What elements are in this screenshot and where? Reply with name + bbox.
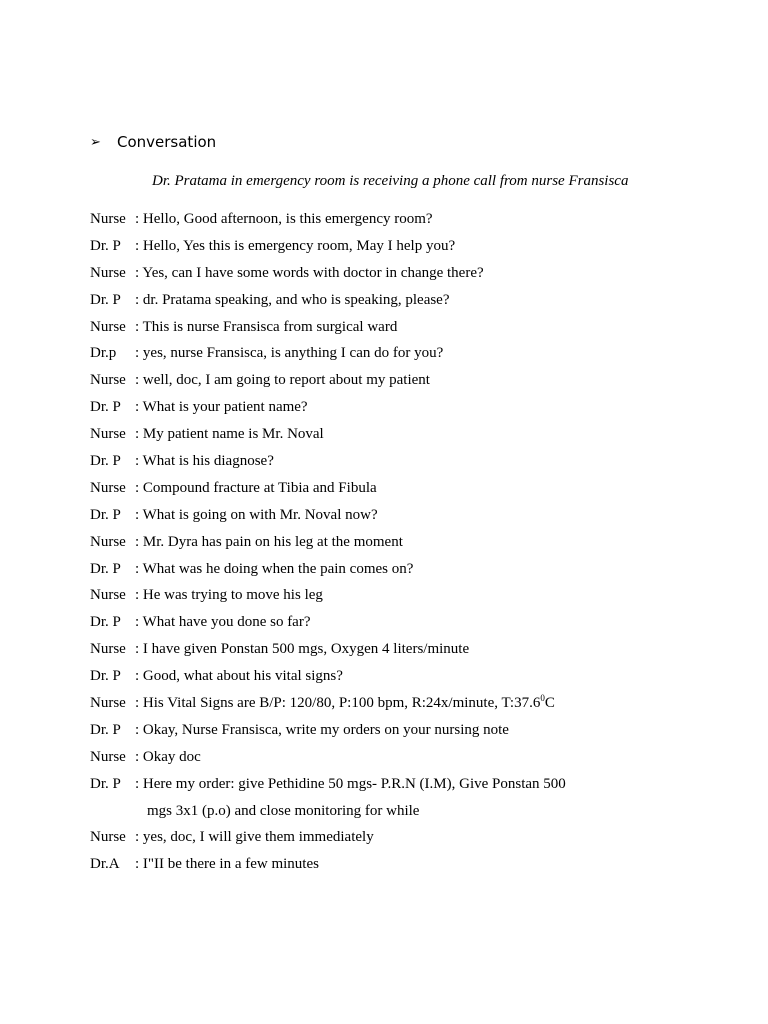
dialogue-line	[90, 611, 690, 638]
dialogue-line	[90, 853, 690, 880]
line-text-main: : This is nurse Fransisca from surgical ward	[135, 318, 398, 335]
dialogue-line	[90, 504, 690, 531]
dialogue-line	[90, 584, 690, 611]
line-text	[135, 692, 555, 719]
line-text-main: : What was he doing when the pain comes on?	[135, 560, 414, 577]
speaker-label: Dr.A	[90, 856, 120, 873]
line-text	[135, 477, 377, 504]
line-text	[135, 719, 509, 746]
dialogue-continuation	[90, 800, 690, 827]
dialogue-line	[90, 423, 690, 450]
dialogue-line	[90, 208, 690, 235]
speaker-label: Nurse	[90, 587, 126, 604]
line-text	[135, 316, 397, 343]
dialogue-line	[90, 342, 690, 369]
line-text-main: : He was trying to move his leg	[135, 587, 323, 604]
line-text-main: : What is his diagnose?	[135, 453, 274, 470]
line-text-main: : What have you done so far?	[135, 614, 311, 631]
line-text-main: : What is your patient name?	[135, 399, 308, 416]
speaker-label: Dr. P	[90, 506, 121, 523]
line-text	[135, 773, 566, 800]
speaker-label: Dr. P	[90, 291, 121, 308]
line-text-main: : Okay, Nurse Fransisca, write my orders on your nursing note	[135, 721, 509, 738]
speaker-label: Dr.p	[90, 345, 117, 362]
line-text-main: : Yes, can I have some words with doctor in change there?	[135, 264, 484, 281]
line-text-main: : Good, what about his vital signs?	[135, 668, 343, 685]
dialogue-line	[90, 450, 690, 477]
speaker-label: Dr. P	[90, 237, 121, 254]
line-text	[135, 450, 274, 477]
dialogue-line	[90, 369, 690, 396]
line-text	[135, 262, 484, 289]
dialogue-line	[90, 746, 690, 773]
line-text-main: : Okay doc	[135, 748, 201, 765]
speaker-label: Nurse	[90, 641, 126, 658]
dialogue-line	[90, 316, 690, 343]
line-text-main: : Mr. Dyra has pain on his leg at the moment	[135, 533, 403, 550]
dialogue-line	[90, 477, 690, 504]
line-text	[135, 369, 430, 396]
speaker-label: Nurse	[90, 829, 126, 846]
line-text-main: : Hello, Good afternoon, is this emergency room?	[135, 211, 433, 227]
line-text-main: : Hello, Yes this is emergency room, May I help you?	[135, 237, 456, 254]
speaker-label: Nurse	[90, 695, 126, 712]
speaker-label: Dr. P	[90, 775, 121, 792]
speaker-label: Nurse	[90, 264, 126, 281]
dialogue-list	[90, 208, 690, 880]
line-text-main: : What is going on with Mr. Noval now?	[135, 506, 378, 523]
speaker-label: Dr. P	[90, 614, 121, 631]
line-text	[135, 826, 374, 853]
dialogue-line	[90, 235, 690, 262]
speaker-label: Nurse	[90, 533, 126, 550]
line-text	[135, 531, 403, 558]
line-text	[135, 396, 308, 423]
section-title: Conversation	[117, 133, 217, 151]
speaker-label: Dr. P	[90, 453, 121, 470]
line-text-main: : Compound fracture at Tibia and Fibula	[135, 479, 377, 496]
dialogue-line	[90, 719, 690, 746]
degree-superscript: 0	[540, 693, 545, 704]
line-text	[135, 342, 443, 369]
line-text-main: : dr. Pratama speaking, and who is speaking, please?	[135, 291, 450, 308]
section-heading	[90, 133, 216, 151]
dialogue-line	[90, 289, 690, 316]
line-text-main: : yes, doc, I will give them immediately	[135, 829, 374, 846]
speaker-label: Nurse	[90, 318, 126, 335]
speaker-label: Nurse	[90, 211, 126, 227]
line-text-main: : I have given Ponstan 500 mgs, Oxygen 4 liters/minute	[135, 641, 470, 658]
speaker-label: Dr. P	[90, 668, 121, 685]
dialogue-line	[90, 531, 690, 558]
dialogue-line	[90, 826, 690, 853]
line-text-main: : His Vital Signs are B/P: 120/80, P:100 bpm, R:24x/minute, T:37.6	[135, 695, 541, 712]
line-text	[135, 638, 469, 665]
dialogue-line	[90, 262, 690, 289]
line-text	[135, 235, 455, 262]
line-text	[135, 423, 324, 450]
arrow-bullet-icon: ➢	[90, 134, 101, 150]
dialogue-line	[90, 396, 690, 423]
line-text	[135, 584, 323, 611]
speaker-label: Nurse	[90, 479, 126, 496]
speaker-label: Nurse	[90, 372, 126, 389]
speaker-label: Nurse	[90, 426, 126, 443]
line-text-main: : I"II be there in a few minutes	[135, 856, 319, 873]
speaker-label: Nurse	[90, 748, 126, 765]
line-text	[135, 504, 378, 531]
dialogue-line	[90, 692, 690, 719]
line-text-main: : Here my order: give Pethidine 50 mgs- P.R.N (I.M), Give Ponstan 500	[135, 775, 566, 792]
dialogue-line	[90, 773, 690, 800]
line-text-main: : My patient name is Mr. Noval	[135, 426, 324, 443]
line-text-main: : yes, nurse Fransisca, is anything I can do for you?	[135, 345, 444, 362]
speaker-label: Dr. P	[90, 560, 121, 577]
dialogue-line	[90, 638, 690, 665]
unit-suffix: C	[544, 695, 555, 712]
dialogue-line	[90, 665, 690, 692]
dialogue-line	[90, 558, 690, 585]
line-text: mgs 3x1 (p.o) and close monitoring for while	[147, 802, 420, 819]
line-text	[135, 611, 311, 638]
speaker-label: Dr. P	[90, 399, 121, 416]
scene-description: Dr. Pratama in emergency room is receiving a phone call from nurse Fransisca	[152, 173, 629, 189]
line-text	[135, 289, 450, 316]
line-text	[135, 665, 343, 692]
line-text	[135, 746, 201, 773]
speaker-label: Dr. P	[90, 721, 121, 738]
line-text	[135, 208, 433, 235]
line-text	[135, 853, 319, 880]
line-text-main: : well, doc, I am going to report about my patient	[135, 372, 430, 389]
line-text	[135, 558, 413, 585]
